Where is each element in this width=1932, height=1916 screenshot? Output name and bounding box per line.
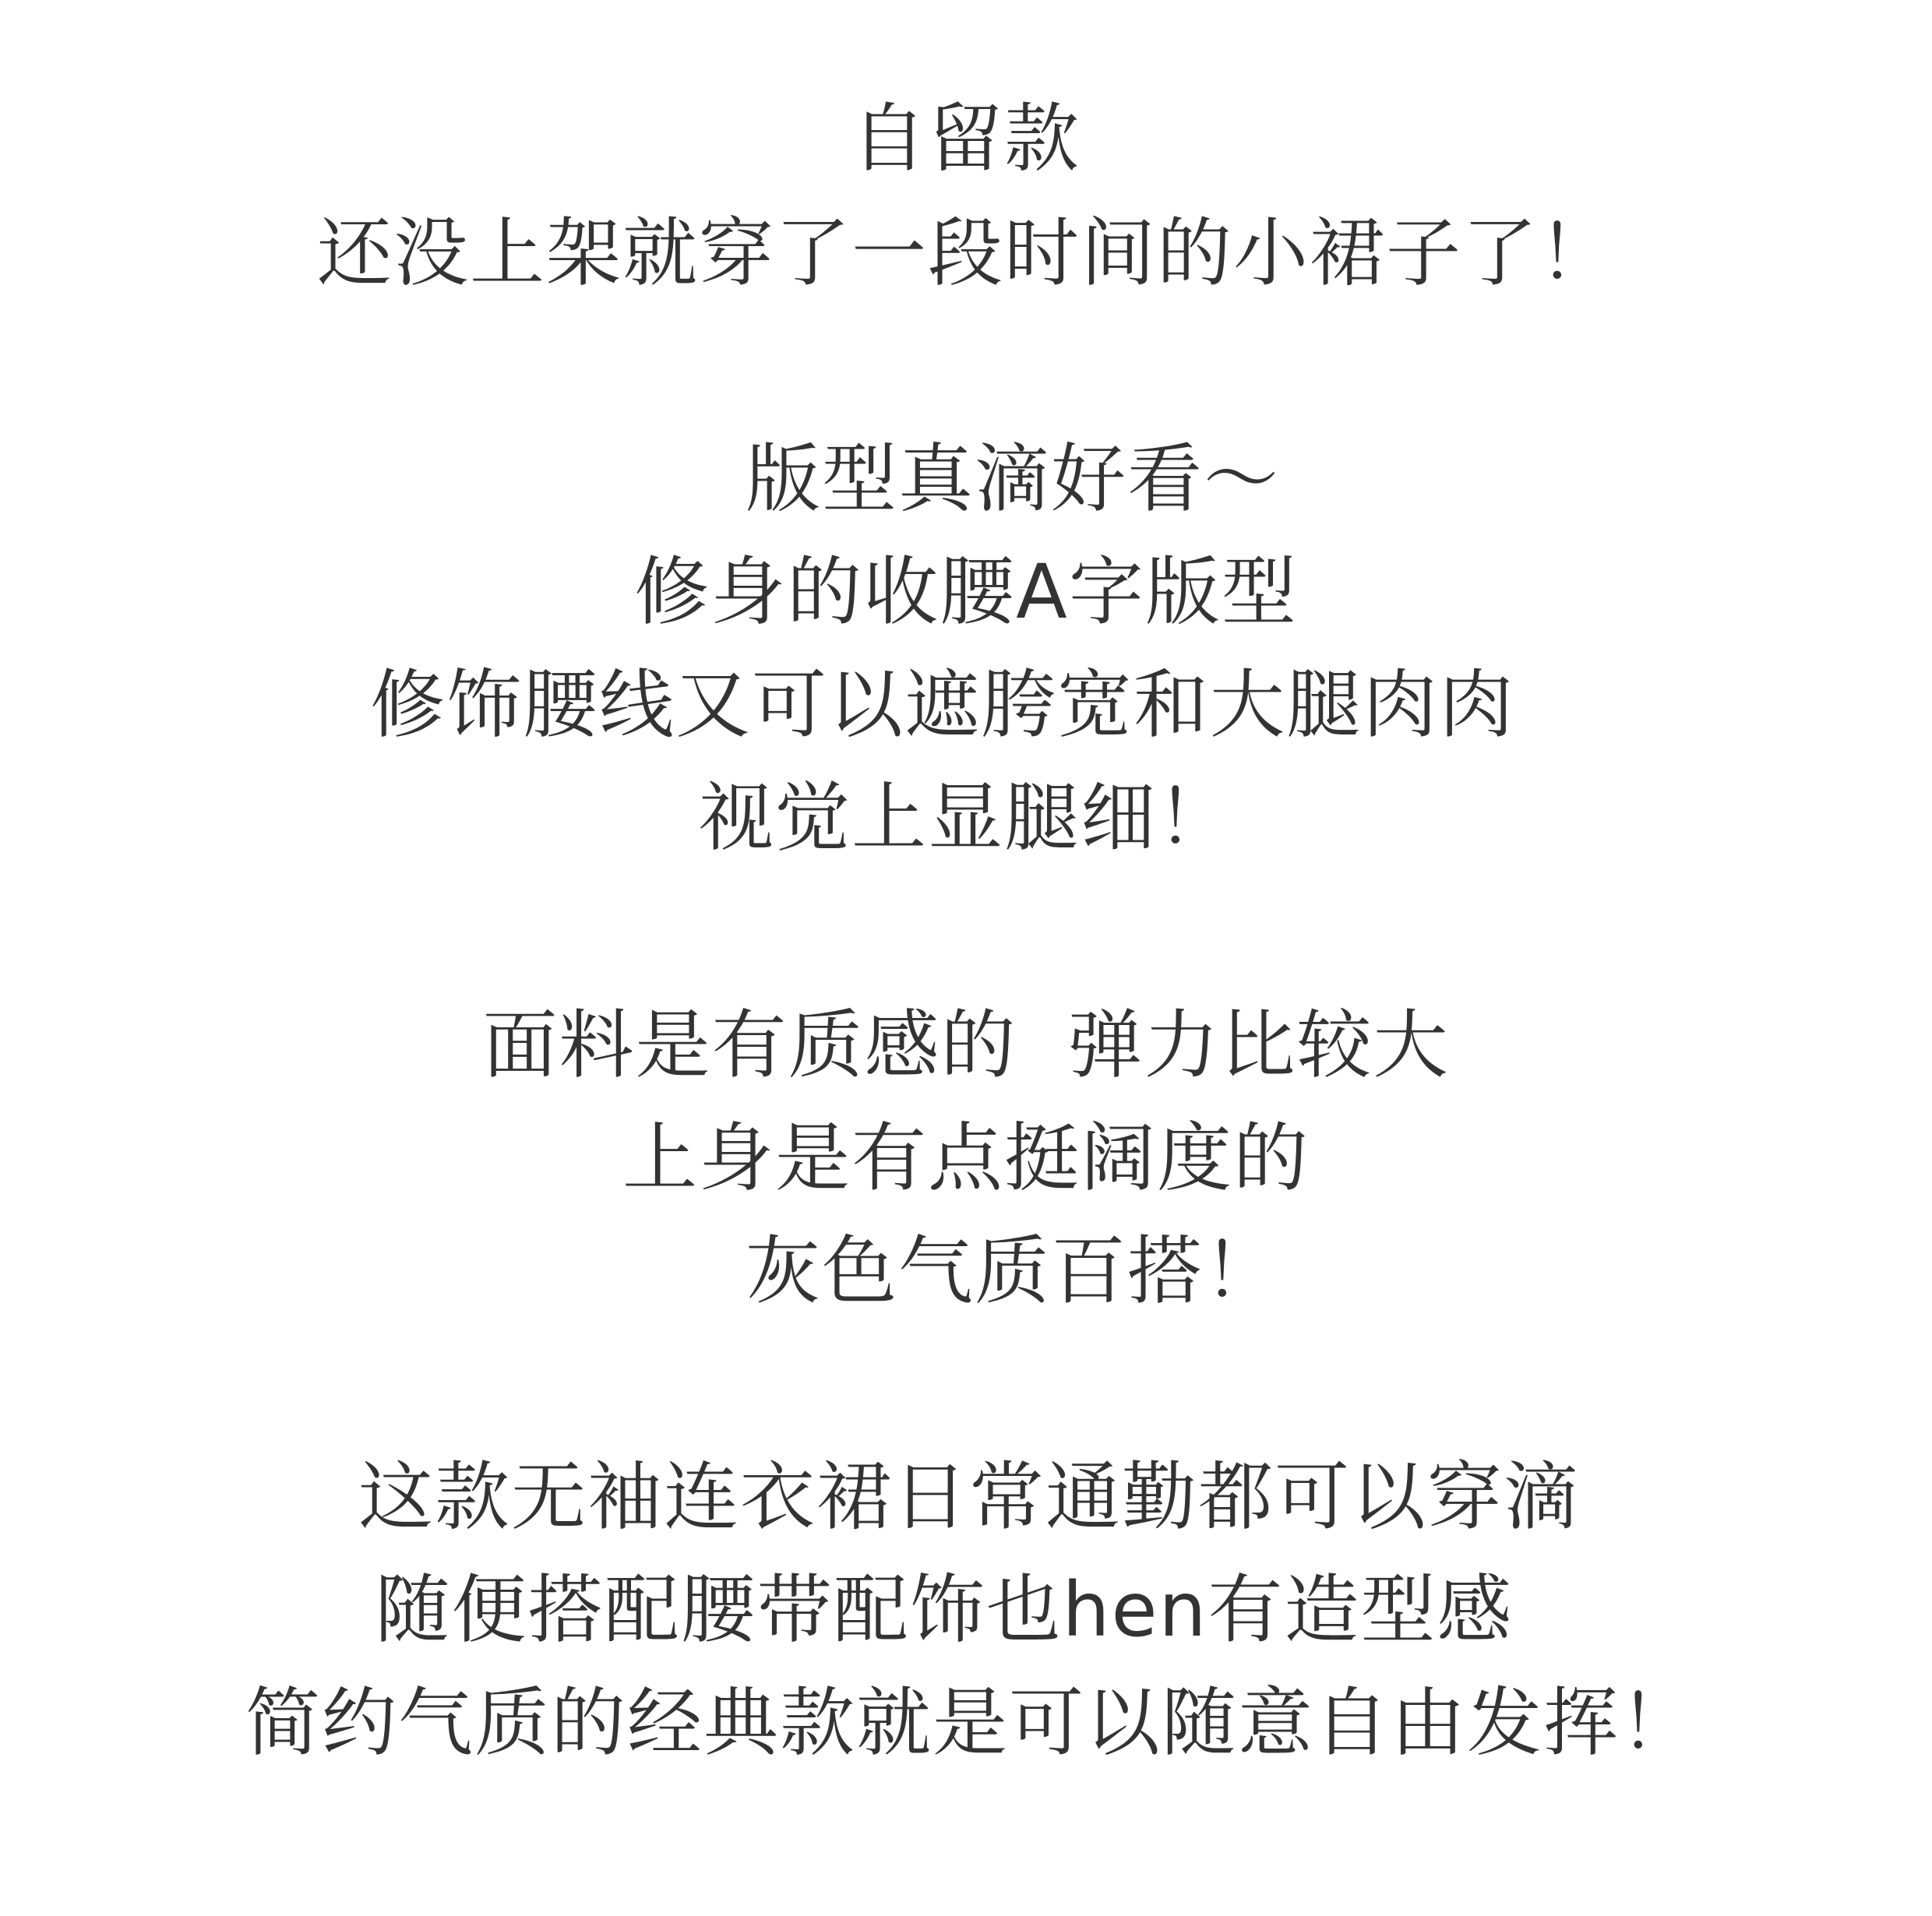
description-line: 简约气质的经典款就是可以随意自由发挥！ <box>245 1679 1696 1766</box>
heading-line: 自留款 <box>851 95 1081 182</box>
description-line: 修身的收腰A字版型 <box>634 548 1298 636</box>
description-line: 灰色气质百搭！ <box>746 1227 1280 1315</box>
description-line: 随便搭配腰带配饰也hen有造型感 <box>375 1566 1514 1654</box>
description-line: 上身是有点挺阔度的 <box>622 1115 1310 1202</box>
description-line: 修饰腰线又可以遮胯宽和大腿肉肉 <box>370 661 1515 748</box>
description-line: 这款无袖连衣裙日常通勤都可以穿滴 <box>358 1453 1580 1541</box>
description-line: 面料是有质感的 弹力比较大 <box>482 1002 1450 1089</box>
description-line: 版型真滴好看～ <box>746 435 1280 523</box>
description-line: 还没上架就穿了一段时间的小裙子了！ <box>317 210 1615 297</box>
description-line: 视觉上显腿细！ <box>699 774 1233 861</box>
